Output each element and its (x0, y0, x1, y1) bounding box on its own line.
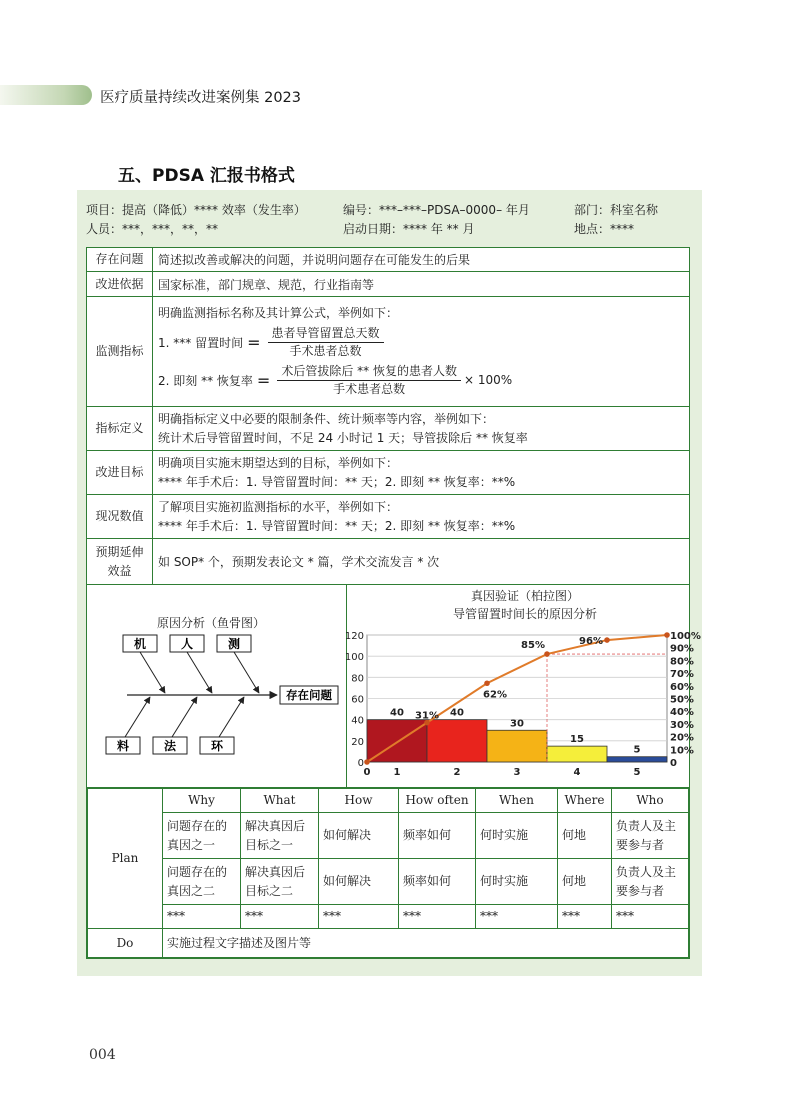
meta-people: 人员：***，***，**，** (86, 222, 219, 236)
plan-cell-who: 负责人及主要参与者 (612, 813, 689, 859)
benefit-label-line: 预期延伸 (95, 544, 144, 559)
row-label: 指标定义 (87, 407, 153, 451)
plan-cell-how: *** (319, 905, 399, 929)
fishbone-bottom-boxes (106, 737, 234, 754)
bar-value-label: 5 (633, 744, 641, 756)
formula-1-fraction (268, 325, 384, 360)
bar (547, 746, 607, 762)
plan-header-what: What (241, 789, 319, 813)
row-plan (87, 788, 690, 959)
row-content (153, 297, 690, 407)
plan-cell-where: *** (558, 905, 612, 929)
row-basis (87, 272, 690, 297)
y-tick-left: 0 (357, 758, 364, 769)
bone-method (172, 697, 197, 737)
plan-cell-why: *** (163, 905, 241, 929)
formula-2-numerator: 术后管拔除后 ** 恢复的患者人数 (277, 363, 461, 381)
x-tick: 1 (393, 767, 401, 778)
row-label (87, 539, 153, 585)
pdsa-table (86, 247, 701, 959)
plan-header-row (88, 789, 689, 813)
cause-measure: 测 (227, 637, 241, 651)
row-content (153, 495, 690, 539)
row-content (153, 407, 690, 451)
plan-cell-why: 问题存在的真因之一 (163, 813, 241, 859)
formula-2-percent: × 100% (463, 373, 513, 387)
plan-cell-where: 何地 (558, 813, 612, 859)
fishbone-svg (87, 585, 347, 787)
formula-2 (158, 361, 684, 399)
cumulative-point (604, 637, 610, 643)
plan-cell-how-often: 频率如何 (399, 813, 476, 859)
x-tick: 5 (633, 767, 641, 778)
cause-environment: 环 (210, 739, 224, 753)
pareto-plot (345, 631, 701, 778)
row-label: 改进目标 (87, 451, 153, 495)
plan-header-who: Who (612, 789, 689, 813)
plan-cell-how-often: 频率如何 (399, 859, 476, 905)
plan-cell-how: 如何解决 (319, 859, 399, 905)
meta-department: 部门：科室名称 (574, 203, 659, 217)
y-tick-left: 40 (351, 715, 364, 727)
target-line: 明确项目实施末期望达到的目标，举例如下： (158, 455, 399, 470)
plan-cell-how: 如何解决 (319, 813, 399, 859)
diagram-cell (87, 585, 701, 788)
y-tick-right: 0 (670, 758, 677, 769)
definition-line: 统计术后导管留置时间，不足 24 小时记 1 天；导管拔除后 ** 恢复率 (158, 430, 528, 445)
y-tick-right: 20% (670, 732, 694, 744)
table-row (88, 859, 689, 905)
do-row (88, 929, 689, 958)
formula-2-fraction (277, 363, 461, 398)
plan-table (87, 788, 689, 958)
plan-cell-where: 何地 (558, 859, 612, 905)
cause-man: 人 (180, 637, 194, 651)
row-content (153, 451, 690, 495)
formula-2-denominator: 手术患者总数 (333, 381, 406, 396)
row-benefit (87, 539, 690, 585)
definition-line: 明确指标定义中必要的限制条件、统计频率等内容，举例如下： (158, 411, 495, 426)
y-tick-right: 90% (670, 643, 694, 655)
bar-value-label: 15 (570, 734, 584, 746)
meta-start-date: 启动日期：**** 年 ** 月 (343, 222, 475, 236)
plan-header-how-often: How often (399, 789, 476, 813)
formula-1-numerator: 患者导管留置总天数 (268, 325, 384, 343)
plan-cell-what: 解决真因后目标之一 (241, 813, 319, 859)
fishbone-diagram (87, 585, 347, 787)
bar (487, 730, 547, 762)
bone-machine (140, 652, 165, 693)
y-tick-left: 100 (344, 652, 364, 664)
do-content: 实施过程文字描述及图片等 (163, 929, 689, 958)
row-content: 简述拟改善或解决的问题，并说明问题存在可能发生的后果 (153, 248, 690, 272)
cumulative-label: 62% (483, 689, 507, 701)
benefit-label-line: 效益 (107, 563, 132, 578)
plan-cell-who: 负责人及主要参与者 (612, 859, 689, 905)
x-tick: 2 (453, 767, 461, 778)
plan-header-when: When (476, 789, 558, 813)
equals-sign: = (256, 370, 271, 390)
row-content: 如 SOP* 个，预期发表论文 * 篇，学术交流发言 * 次 (153, 539, 690, 585)
row-current (87, 495, 690, 539)
plan-cell-how-often: *** (399, 905, 476, 929)
y-tick-right: 30% (670, 719, 694, 731)
meta-location: 地点：**** (574, 222, 635, 236)
cumulative-point (364, 759, 370, 765)
header-decoration (0, 85, 92, 105)
y-tick-right: 40% (670, 707, 694, 719)
plan-header-how: How (319, 789, 399, 813)
x-tick: 4 (573, 767, 581, 778)
row-diagrams (87, 585, 690, 788)
x-tick: 3 (513, 767, 521, 778)
y-tick-right: 60% (670, 681, 694, 693)
row-label: 现况数值 (87, 495, 153, 539)
fishbone-title: 原因分析（鱼骨图） (157, 616, 266, 630)
row-label: 存在问题 (87, 248, 153, 272)
bar-value-label: 40 (450, 707, 464, 719)
section-title: 五、PDSA 汇报书格式 (118, 166, 295, 186)
bar (427, 720, 487, 762)
y-tick-left: 60 (351, 694, 364, 706)
cumulative-label: 85% (521, 640, 545, 652)
meta-project: 项目：提高（降低）**** 效率（发生率） (86, 203, 306, 217)
pareto-svg (344, 585, 701, 787)
y-tick-left: 20 (351, 736, 364, 748)
bar (607, 757, 667, 762)
equals-sign: = (247, 332, 261, 352)
plan-cell-what: 解决真因后目标之二 (241, 859, 319, 905)
row-indicator (87, 297, 690, 407)
current-line: **** 年手术后：1. 导管留置时间：** 天；2. 即刻 ** 恢复率：**% (158, 518, 516, 533)
plan-header-why: Why (163, 789, 241, 813)
y-tick-right: 70% (670, 669, 694, 681)
bone-environment (219, 697, 244, 737)
plan-cell-who: *** (612, 905, 689, 929)
plan-cell (87, 788, 690, 959)
y-tick-right: 80% (670, 656, 694, 668)
target-line: **** 年手术后：1. 导管留置时间：** 天；2. 即刻 ** 恢复率：**% (158, 474, 516, 489)
cumulative-point (484, 680, 490, 686)
cumulative-label: 96% (579, 636, 603, 648)
fishbone-top-boxes (123, 635, 251, 652)
cause-material: 料 (116, 739, 130, 753)
indicator-intro: 明确监测指标名称及其计算公式，举例如下： (158, 306, 399, 320)
cause-machine: 机 (133, 637, 147, 651)
bar-value-label: 40 (390, 707, 404, 719)
plan-cell-when: 何时实施 (476, 859, 558, 905)
current-line: 了解项目实施初监测指标的水平，举例如下： (158, 499, 399, 514)
bone-man (187, 652, 212, 693)
row-label: 改进依据 (87, 272, 153, 297)
cause-method: 法 (163, 739, 177, 753)
cumulative-label: 31% (415, 710, 439, 722)
y-tick-right: 10% (670, 745, 694, 757)
pdsa-form (77, 190, 702, 976)
formula-1-denominator: 手术患者总数 (289, 343, 362, 358)
do-label: Do (88, 929, 163, 958)
chart-title: 真因验证（柏拉图） (470, 589, 580, 603)
y-tick-right: 100% (670, 631, 701, 642)
cumulative-point (664, 632, 670, 638)
meta-number: 编号：***–***–PDSA–0000– 年月 (343, 203, 530, 217)
fishbone-head: 存在问题 (286, 688, 332, 702)
row-label: 监测指标 (87, 297, 153, 407)
plan-label: Plan (88, 789, 163, 929)
bone-material (125, 697, 150, 737)
x-tick: 0 (363, 767, 371, 778)
running-header: 医疗质量持续改进案例集 2023 (100, 90, 302, 106)
y-tick-left: 120 (344, 631, 364, 642)
chart-subtitle: 导管留置时间长的原因分析 (452, 607, 598, 621)
row-target (87, 451, 690, 495)
row-content: 国家标准，部门规章、规范，行业指南等 (153, 272, 690, 297)
page-number: 004 (89, 1047, 116, 1063)
pareto-chart (344, 585, 701, 787)
y-tick-left: 80 (351, 673, 364, 685)
formula-1-name: 1. *** 留置时间 (158, 335, 244, 350)
formula-1 (158, 323, 684, 361)
plan-cell-what: *** (241, 905, 319, 929)
row-definition (87, 407, 690, 451)
plan-cell-when: 何时实施 (476, 813, 558, 859)
cumulative-point (544, 651, 550, 657)
formula-2-name: 2. 即刻 ** 恢复率 (158, 373, 253, 388)
row-problem (87, 248, 690, 272)
table-row (88, 813, 689, 859)
plan-cell-when: *** (476, 905, 558, 929)
y-tick-right: 50% (670, 694, 694, 706)
plan-cell-why: 问题存在的真因之二 (163, 859, 241, 905)
bone-measure (234, 652, 259, 693)
table-row (88, 905, 689, 929)
bar-value-label: 30 (510, 718, 524, 730)
plan-header-where: Where (558, 789, 612, 813)
